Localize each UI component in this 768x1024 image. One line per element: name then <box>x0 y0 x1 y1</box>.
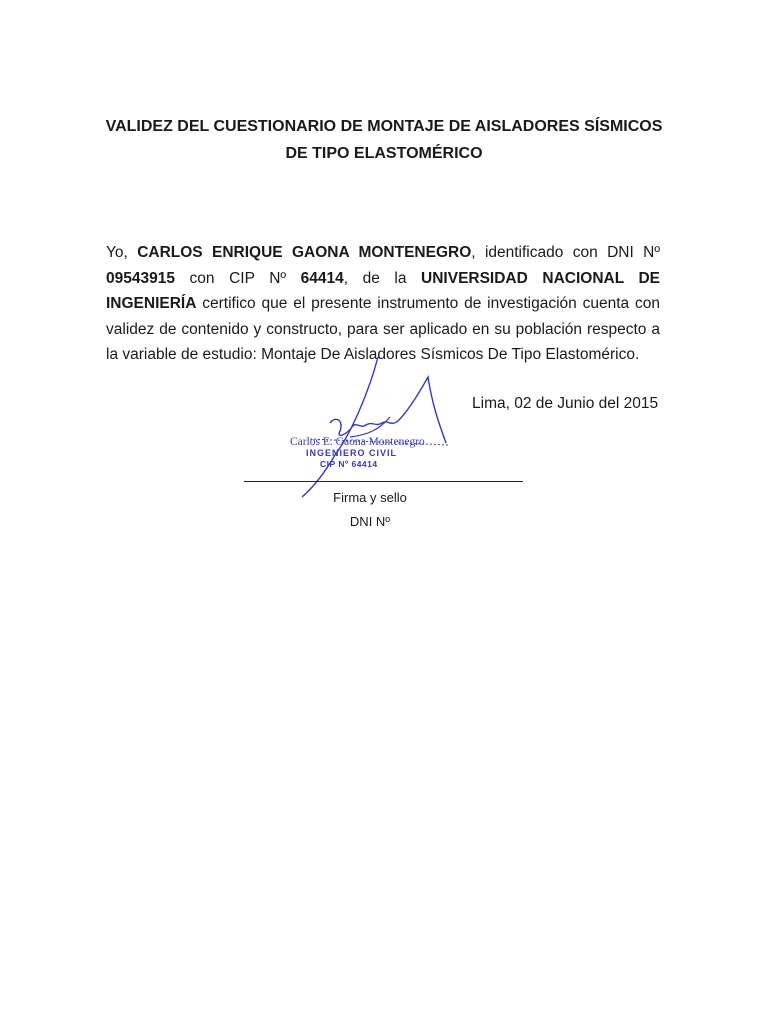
text-segment: , de la <box>343 269 422 287</box>
signature-stroke <box>350 417 390 437</box>
text-segment: , identificado con DNI Nº <box>471 244 660 261</box>
certification-paragraph <box>106 240 660 368</box>
university-name: UNIVERSIDAD NACIONAL DE INGENIERÍA <box>106 269 660 313</box>
stamp-cip: CIP Nº 64414 <box>320 459 378 469</box>
signature-line <box>244 481 523 482</box>
place-date: Lima, 02 de Junio del 2015 <box>472 395 659 412</box>
title-line-1: VALIDEZ DEL CUESTIONARIO DE MONTAJE DE AISLADORES SÍSMICOS <box>105 118 663 135</box>
document-title <box>60 113 708 167</box>
signature-stroke <box>330 377 446 443</box>
text-segment: certifico que el presente instrumento de investigación cuenta con validez de contenido y constructo, para ser aplicado en su población respecto a la variable de estudio: Montaje De Aisladores Sísmicos De Tipo Elastomérico. <box>106 295 660 364</box>
stamp-title: INGENIERO CIVIL <box>306 448 398 458</box>
signature-stamp <box>280 355 470 505</box>
cip-number: 64414 <box>300 269 344 287</box>
signature-label: Firma y sello <box>333 490 407 505</box>
title-line-2: DE TIPO ELASTOMÉRICO <box>285 145 483 162</box>
signer-name: CARLOS ENRIQUE GAONA MONTENEGRO <box>137 244 472 261</box>
dni-number: 09543915 <box>106 269 175 287</box>
text-segment: Yo, <box>106 244 138 261</box>
stamp-name: Carlos E. Gaona Montenegro <box>290 436 425 448</box>
text-segment: con CIP Nº <box>174 269 301 287</box>
dni-label: DNI Nº <box>349 514 391 529</box>
signature-stroke <box>302 357 378 497</box>
